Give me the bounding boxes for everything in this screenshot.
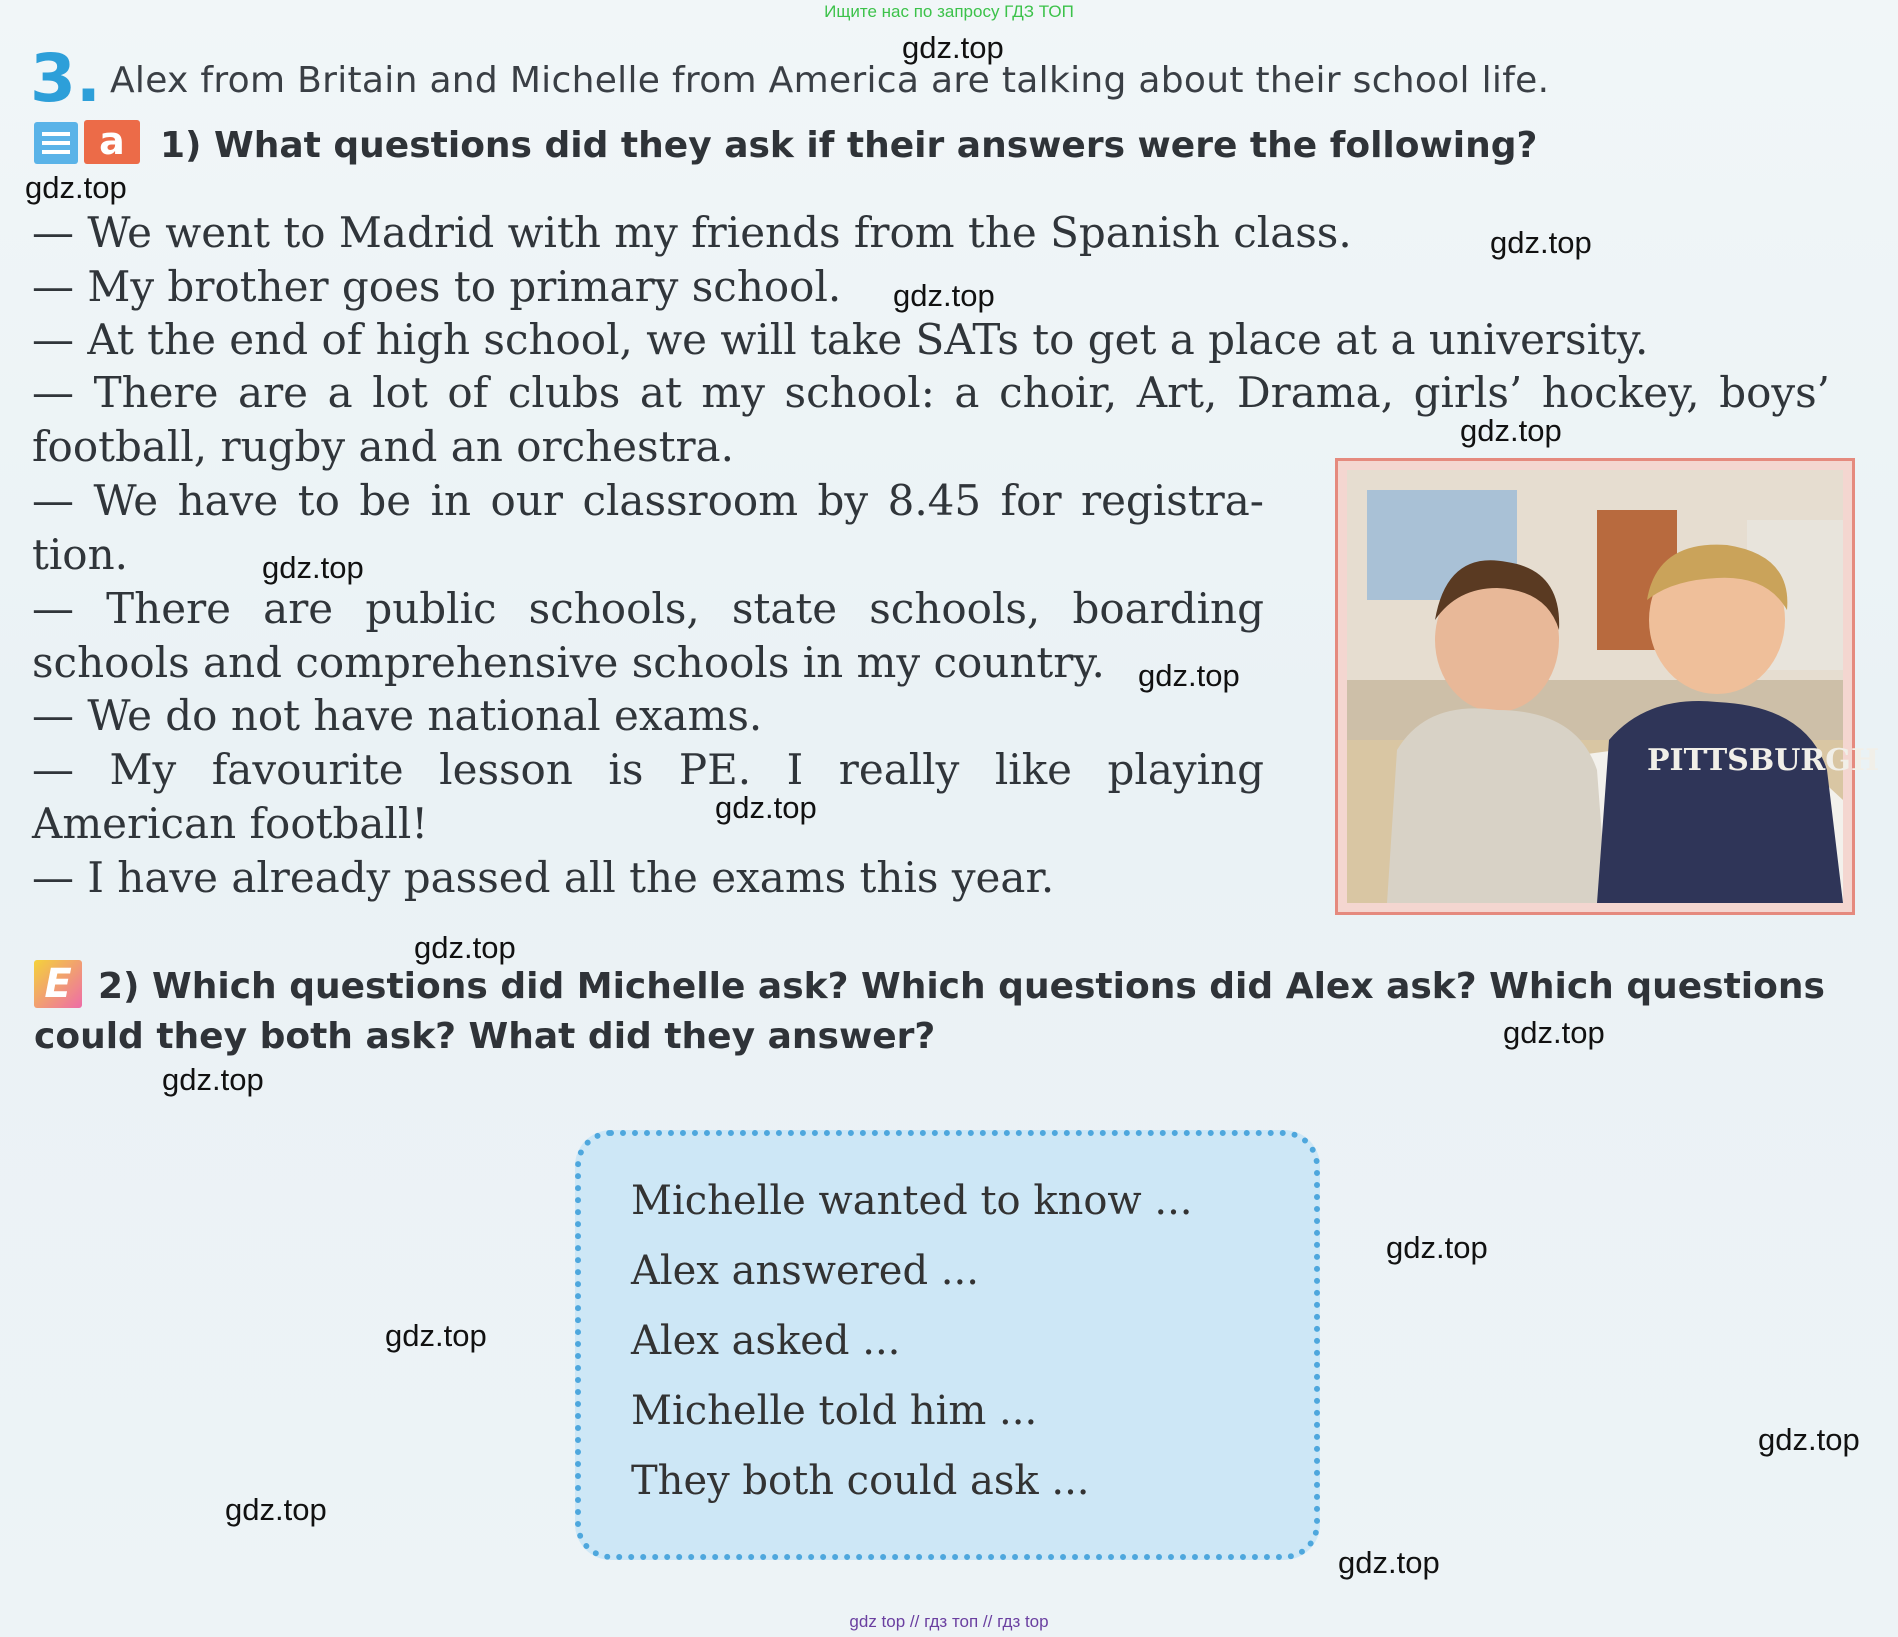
- top-banner[interactable]: Ищите нас по запросу ГДЗ ТОП: [824, 2, 1074, 21]
- watermark: gdz.top: [715, 790, 817, 825]
- task-a-icon: a: [84, 120, 140, 164]
- watermark: gdz.top: [262, 550, 364, 585]
- watermark: gdz.top: [893, 278, 995, 313]
- phrase: Michelle wanted to know ...: [631, 1178, 1193, 1224]
- photo-shirt-text: PITTSBURGH: [1647, 743, 1880, 778]
- phrase: Alex asked ...: [631, 1318, 901, 1364]
- answer-line: — We do not have national exams.: [32, 691, 763, 740]
- answer-line: American football!: [32, 799, 429, 848]
- watermark: gdz.top: [1138, 658, 1240, 693]
- answer-line: tion.: [32, 530, 128, 579]
- watermark: gdz.top: [414, 930, 516, 965]
- answer-line: — We have to be in our classroom by 8.45 for registra-: [32, 476, 1264, 525]
- watermark: gdz.top: [25, 170, 127, 205]
- answer-line: schools and comprehensive schools in my country.: [32, 638, 1105, 687]
- phrase-box: [575, 1130, 1320, 1560]
- classroom-photo: [1335, 458, 1880, 915]
- answer-line: — We went to Madrid with my friends from the Spanish class.: [32, 208, 1352, 257]
- phrase: They both could ask ...: [631, 1458, 1090, 1504]
- watermark: gdz.top: [162, 1062, 264, 1097]
- answer-line: football, rugby and an orchestra.: [32, 422, 734, 471]
- phrase: Alex answered ...: [631, 1248, 979, 1294]
- watermark: gdz.top: [1460, 413, 1562, 448]
- watermark: gdz.top: [902, 30, 1004, 65]
- exercise-intro: Alex from Britain and Michelle from America are talking about their school life.: [110, 60, 1550, 101]
- task-e-icon: E: [34, 960, 82, 1008]
- task-1-heading: 1) What questions did they ask if their answers were the following?: [160, 125, 1538, 166]
- answer-line: — My favourite lesson is PE. I really like playing: [32, 745, 1264, 794]
- answer-line: — There are public schools, state schools, boarding: [32, 584, 1264, 633]
- photo-image: [1347, 470, 1880, 903]
- task-2-heading: [34, 962, 1834, 1062]
- answer-line: — I have already passed all the exams this year.: [32, 853, 1055, 902]
- watermark: gdz.top: [385, 1318, 487, 1353]
- watermark: gdz.top: [1338, 1545, 1440, 1580]
- watermark: gdz.top: [1503, 1015, 1605, 1050]
- watermark: gdz.top: [225, 1492, 327, 1527]
- answer-line: — At the end of high school, we will take SATs to get a place at a university.: [32, 315, 1649, 364]
- watermark: gdz.top: [1490, 225, 1592, 260]
- footer-links[interactable]: gdz top // гдз топ // гдз top: [849, 1612, 1049, 1631]
- exercise-number: 3.: [30, 40, 101, 117]
- answer-line: — My brother goes to primary school.: [32, 262, 842, 311]
- answer-line: — There are a lot of clubs at my school: a choir, Art, Drama, girls’ hockey, boys’: [32, 368, 1830, 417]
- phrase: Michelle told him ...: [631, 1388, 1038, 1434]
- watermark: gdz.top: [1386, 1230, 1488, 1265]
- list-icon: [34, 122, 78, 164]
- watermark: gdz.top: [1758, 1422, 1860, 1457]
- task-2-text: 2) Which questions did Michelle ask? Which questions did Alex ask? Which questions could they both ask? What did they answer?: [34, 966, 1825, 1057]
